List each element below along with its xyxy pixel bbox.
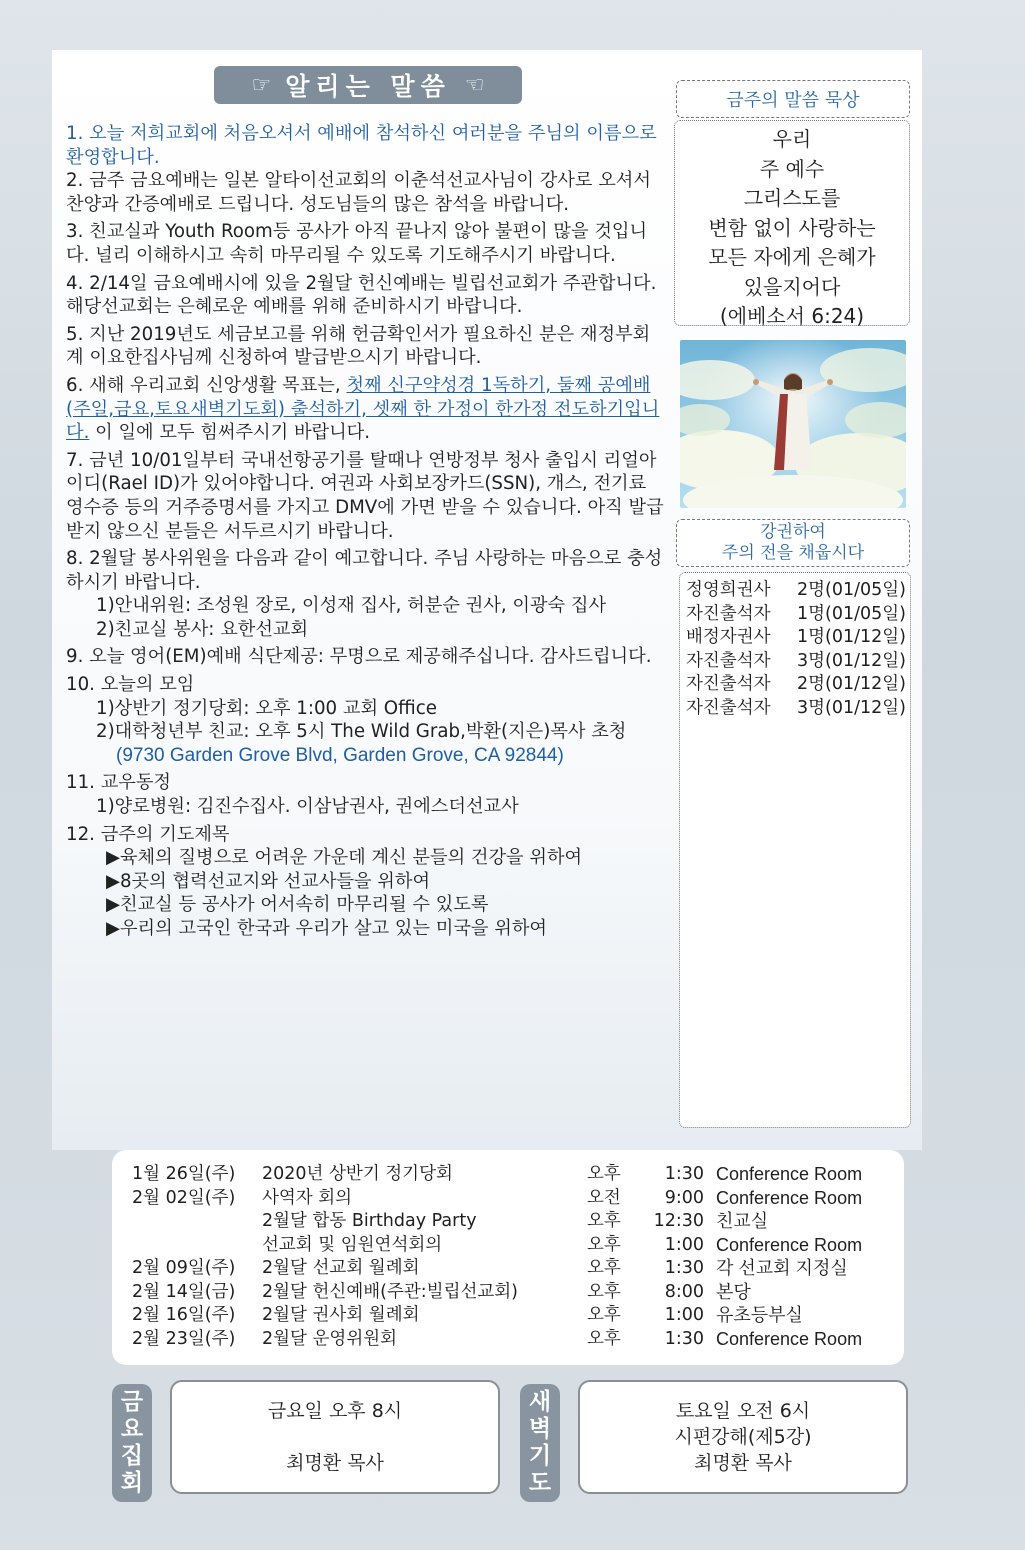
schedule-date: 2월 14일(금) [132,1281,236,1302]
schedule-time: 1:30 [664,1164,704,1184]
member-name: 자진출석자 [686,650,771,671]
schedule-event: 2월달 헌신예배(주관:빌립선교회) [262,1281,519,1302]
member-row [686,626,906,650]
notice-10-item: 1)상반기 정기당회: 오후 1:00 교회 Office [96,697,437,719]
member-name: 배정자권사 [686,627,771,647]
notice-9: 9. 오늘 영어(EM)예배 식단제공: 무명으로 제공해주십니다. 감사드립니다. [66,646,652,668]
verse-line: 모든 자에게 은혜가 [708,245,876,269]
schedule-time: 8:00 [664,1281,704,1302]
schedule-ampm: 오후 [587,1211,621,1231]
vertical-label-char: 집 [120,1443,144,1469]
verse-line: 우리 [772,127,812,151]
member-count: 3명(01/12일) [796,697,906,718]
schedule-row [112,1210,904,1234]
schedule-event: 2020년 상반기 정기당회 [262,1164,453,1184]
member-row [686,697,906,721]
member-count: 3명(01/12일) [796,650,906,671]
schedule-time: 1:30 [664,1258,704,1278]
member-count: 1명(01/05일) [796,603,906,624]
schedule-place: Conference Room [716,1187,863,1208]
member-name: 자진출석자 [686,603,771,624]
schedule-place: 유초등부실 [716,1305,803,1325]
schedule-date [112,1210,262,1234]
schedule-event: 사역자 회의 [262,1187,353,1208]
schedule-table [112,1150,904,1365]
schedule-place: 친교실 [716,1211,769,1231]
schedule-event: 2월달 합동 Birthday Party [262,1211,477,1231]
friday-service-pastor: 최명환 목사 [286,1452,384,1474]
member-row [686,579,906,603]
dawn-prayer-line: 최명환 목사 [694,1452,792,1474]
prayer-item: ▶친교실 등 공사가 어서속히 마무리될 수 있도록 [106,894,489,916]
dawn-prayer-line: 토요일 오전 6시 [675,1400,811,1422]
notice-6-goal: 첫째 신구약성경 1독하기, 둘째 공예배(주일,금요,토요새벽기도회) 출석하기, 셋째 한 가정이 한가정 전도하기입니다. [66,374,660,444]
friday-service-time: 금요일 오후 8시 [267,1400,403,1422]
schedule-place: Conference Room [716,1234,863,1255]
schedule-time: 1:00 [664,1234,704,1255]
notice-6-pre: 6. 새해 우리교회 신앙생활 목표는, [66,374,347,396]
schedule-row [112,1187,904,1211]
schedule-date: 2월 02일(주) [132,1187,236,1208]
schedule-ampm: 오후 [587,1328,621,1349]
schedule-event: 2월달 운영위원회 [262,1328,398,1349]
dawn-prayer-line: 시편강해(제5강) [674,1426,812,1448]
schedule-row [112,1257,904,1281]
notice-header [214,66,522,104]
schedule-row [112,1304,904,1328]
member-row [686,673,906,697]
notice-1: 1. 오늘 저희교회에 처음오셔서 예배에 참석하신 여러분을 주님의 이름으로 환영합니다. [66,123,657,168]
dawn-prayer-label [520,1384,560,1502]
friday-service-label [112,1384,152,1502]
schedule-row [112,1281,904,1305]
verse-line: 주 예수 [759,156,825,181]
pointing-hand-right-icon: ☞ [251,72,272,98]
evangelism-title-line: 주의 전을 채웁시다 [721,543,865,563]
schedule-time: 9:00 [664,1187,704,1208]
notice-5: 5. 지난 2019년도 세금보고를 위해 헌금확인서가 필요하신 분은 재정부회계 이요한집사님께 신청하여 발급받으시기 바랍니다. [66,323,651,369]
schedule-event: 2월달 권사회 월례회 [262,1305,420,1325]
friday-service-box [170,1380,500,1494]
member-name: 자진출석자 [686,674,771,694]
notice-2: 2. 금주 금요예배는 일본 알타이선교회의 이춘석선교사님이 강사로 오셔서 찬양과 간증예배로 드립니다. 성도님들의 많은 참석을 바랍니다. [66,170,651,215]
schedule-date: 2월 16일(주) [132,1305,236,1325]
notice-10-title: 10. 오늘의 모임 [66,674,195,696]
member-count: 2명(01/12일) [796,674,906,694]
notice-3: 3. 친교실과 Youth Room등 공사가 아직 끝나지 않아 불편이 많을 것입니다. 널리 이해하시고 속히 마무리될 수 있도록 기도해주시기 바랍니다. [66,221,648,266]
notice-11-item: 1)양로병원: 김진수집사. 이삼남권사, 권에스더선교사 [96,796,519,818]
verse-reference: (에베소서 6:24) [719,304,865,328]
schedule-ampm: 오후 [587,1234,621,1255]
notice-11-title: 11. 교우동정 [66,772,171,794]
schedule-time: 12:30 [653,1211,704,1231]
jesus-illustration-svg [680,340,906,508]
schedule-row [112,1234,904,1258]
dawn-prayer-label-vertical [529,1389,551,1497]
schedule-ampm: 오후 [587,1258,621,1278]
friday-service-label-vertical [121,1389,143,1497]
vertical-label-char: 회 [120,1470,144,1496]
notice-10-item: 2)대학청년부 친교: 오후 5시 The Wild Grab,박환(지은)목사 초청 [96,721,627,743]
notices-list [66,122,664,941]
jesus-ascension-illustration [680,340,906,508]
vertical-label-char: 도 [528,1470,552,1496]
schedule-date: 2월 09일(주) [132,1258,236,1278]
schedule-ampm: 오후 [587,1305,621,1325]
vertical-label-char: 벽 [528,1416,552,1442]
notice-10-address: (9730 Garden Grove Blvd, Garden Grove, CA 92844) [116,744,564,766]
evangelism-title [676,519,910,567]
pointing-hand-left-icon: ☜ [464,72,485,98]
schedule-place: 본당 [716,1281,751,1302]
dawn-prayer-box [578,1380,908,1494]
prayer-item: ▶8곳의 협력선교지와 선교사들을 위하여 [106,870,431,892]
schedule-date: 1월 26일(주) [132,1164,236,1184]
notice-6 [66,374,664,445]
schedule-row [112,1163,904,1187]
notice-header-title: 알리는 말씀 [285,72,451,101]
verse-line: 변함 없이 사랑하는 [708,215,876,240]
member-row [686,603,906,627]
vertical-label-char: 금 [120,1389,144,1415]
member-count: 1명(01/12일) [796,627,906,647]
evangelism-title-line: 강권하여 [760,522,826,542]
member-name: 정영희권사 [686,580,771,600]
verse-line: 그리스도를 [743,186,841,210]
notice-4: 4. 2/14일 금요예배시에 있을 2월달 헌신예배는 빌립선교회가 주관합니다. 해당선교회는 은혜로운 예배를 위해 준비하시기 바랍니다. [66,272,657,318]
schedule-row [112,1328,904,1352]
verse-line: 있을지어다 [743,274,841,299]
prayer-item: ▶우리의 고국인 한국과 우리가 살고 있는 미국을 위하여 [106,918,547,939]
vertical-label-char: 요 [120,1416,144,1442]
schedule-ampm: 오전 [587,1187,621,1208]
verse-title: 금주의 말씀 묵상 [676,80,910,118]
notice-8-item: 1)안내위원: 조성원 장로, 이성재 집사, 허분순 권사, 이광숙 집사 [96,595,607,617]
schedule-ampm: 오후 [587,1281,621,1302]
notice-7: 7. 금년 10/01일부터 국내선항공기를 탈때나 연방정부 청사 출입시 리얼아이디(Rael ID)가 있어야합니다. 여권과 사회보장카드(SSN), 개스, 전기료 영수증 등의 거주증명서를 가지고 DMV에 가면 받을 수 있습니다. 아직 발급받지 않으신 분들은 서두르시기 바랍니다. [66,449,664,542]
member-row [686,650,906,674]
schedule-date [112,1234,262,1258]
schedule-ampm: 오후 [587,1164,621,1184]
prayer-item: ▶육체의 질병으로 어려운 가운데 계신 분들의 건강을 위하여 [106,847,583,869]
schedule-event: 2월달 선교회 월례회 [262,1258,420,1278]
notice-12-title: 12. 금주의 기도제목 [66,823,230,845]
member-name: 자진출석자 [686,697,771,718]
verse-box [674,120,910,326]
member-count: 2명(01/05일) [796,580,906,600]
schedule-date: 2월 23일(주) [132,1328,236,1349]
schedule-place: Conference Room [716,1164,863,1184]
evangelism-members [679,572,911,1128]
notice-8: 8. 2월달 봉사위원을 다음과 같이 예고합니다. 주님 사랑하는 마음으로 충성하시기 바랍니다. [66,548,663,593]
notice-8-item: 2)친교실 봉사: 요한선교회 [96,618,309,640]
vertical-label-char: 새 [528,1389,552,1415]
schedule-place: 각 선교회 지정실 [716,1258,848,1278]
vertical-label-char: 기 [528,1443,552,1469]
notice-6-post: 이 일에 모두 힘써주시기 바랍니다. [89,422,371,444]
schedule-time: 1:00 [664,1305,704,1325]
schedule-time: 1:30 [664,1328,704,1349]
schedule-event: 선교회 및 임원연석회의 [262,1234,443,1255]
schedule-place: Conference Room [716,1328,863,1349]
